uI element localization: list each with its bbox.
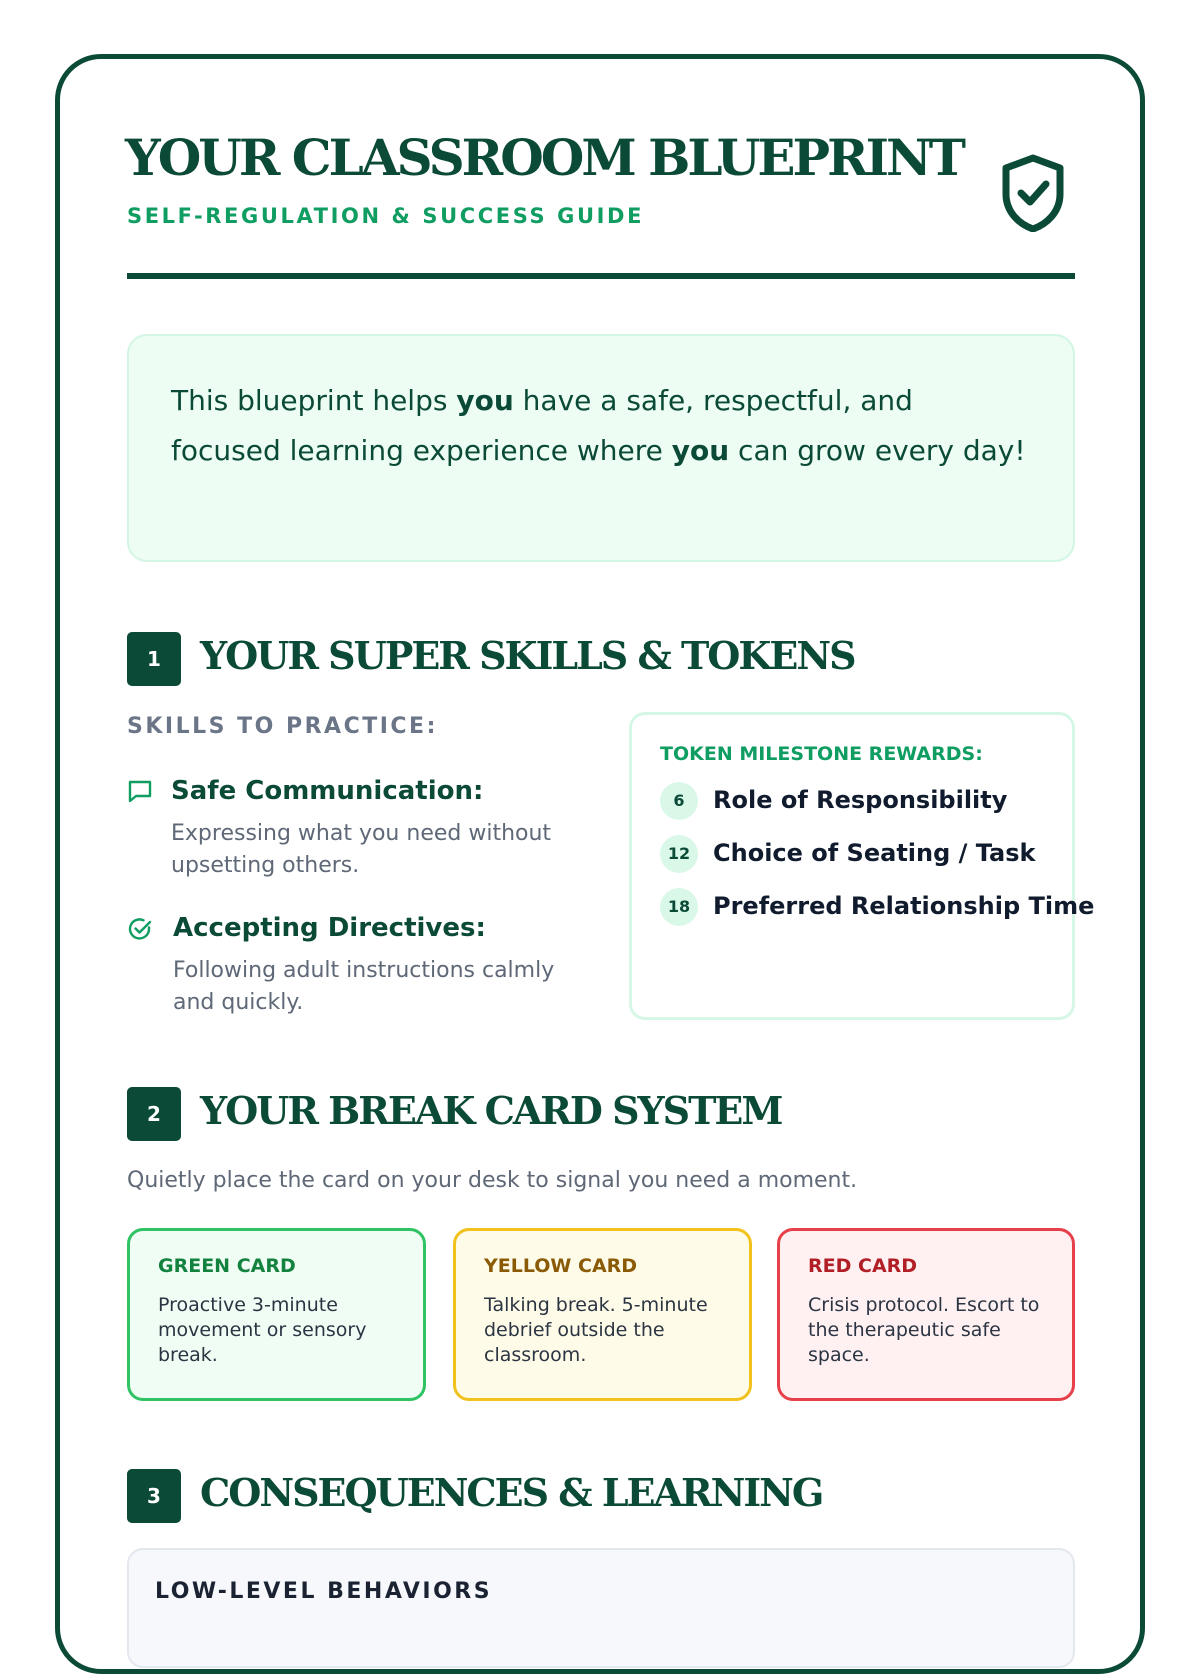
green-card xyxy=(127,1228,426,1401)
red-card-title: RED CARD xyxy=(808,1255,918,1277)
section-1-badge: 1 xyxy=(127,632,181,686)
low-level-behaviors-box xyxy=(127,1548,1075,1668)
section-1-title: YOUR SUPER SKILLS & TOKENS xyxy=(200,633,855,678)
token-count-badge: 6 xyxy=(660,782,698,820)
intro-text-3: can grow every day! xyxy=(729,434,1026,467)
page-title: YOUR CLASSROOM BLUEPRINT xyxy=(125,128,963,187)
low-level-behaviors-title: LOW-LEVEL BEHAVIORS xyxy=(155,1579,493,1604)
token-count-badge: 18 xyxy=(660,888,698,926)
skill-title-accepting-directives: Accepting Directives: xyxy=(173,913,486,943)
token-reward-label: Role of Responsibility xyxy=(713,786,1008,814)
skill-desc-accepting-directives: Following adult instructions calmly and quickly. xyxy=(173,958,555,1015)
yellow-card-desc: Talking break. 5-minute debrief outside the classroom. xyxy=(484,1294,708,1366)
section-3-title: CONSEQUENCES & LEARNING xyxy=(200,1470,823,1515)
intro-emphasis-2: you xyxy=(671,434,730,467)
shield-check-icon xyxy=(1000,154,1066,232)
token-reward-label: Choice of Seating / Task xyxy=(713,839,1036,867)
message-square-icon xyxy=(127,778,153,804)
red-card-desc: Crisis protocol. Escort to the therapeutic safe space. xyxy=(808,1294,1040,1366)
yellow-card xyxy=(453,1228,752,1401)
red-card xyxy=(777,1228,1075,1401)
intro-text-2: have a safe, respectful, and focused learning experience where xyxy=(171,384,913,467)
green-card-desc: Proactive 3-minute movement or sensory break. xyxy=(158,1294,367,1366)
token-reward-label: Preferred Relationship Time xyxy=(713,892,1095,920)
page-subtitle: SELF-REGULATION & SUCCESS GUIDE xyxy=(127,204,645,228)
intro-text-1: This blueprint helps xyxy=(171,384,457,417)
skills-label: SKILLS TO PRACTICE: xyxy=(127,714,438,739)
section-3-badge: 3 xyxy=(127,1469,181,1523)
header-divider xyxy=(127,273,1075,279)
token-rewards-title: TOKEN MILESTONE REWARDS: xyxy=(660,743,983,765)
green-card-title: GREEN CARD xyxy=(158,1255,296,1277)
skill-desc-safe-communication: Expressing what you need without upsetting others. xyxy=(171,821,552,878)
check-circle-icon xyxy=(127,916,153,942)
intro-callout xyxy=(127,334,1075,562)
break-card-intro: Quietly place the card on your desk to signal you need a moment. xyxy=(127,1168,858,1193)
skill-title-safe-communication: Safe Communication: xyxy=(171,776,484,806)
yellow-card-title: YELLOW CARD xyxy=(484,1255,638,1277)
intro-emphasis-1: you xyxy=(456,384,514,417)
section-2-badge: 2 xyxy=(127,1087,181,1141)
section-2-title: YOUR BREAK CARD SYSTEM xyxy=(200,1088,782,1133)
token-count-badge: 12 xyxy=(660,835,698,873)
